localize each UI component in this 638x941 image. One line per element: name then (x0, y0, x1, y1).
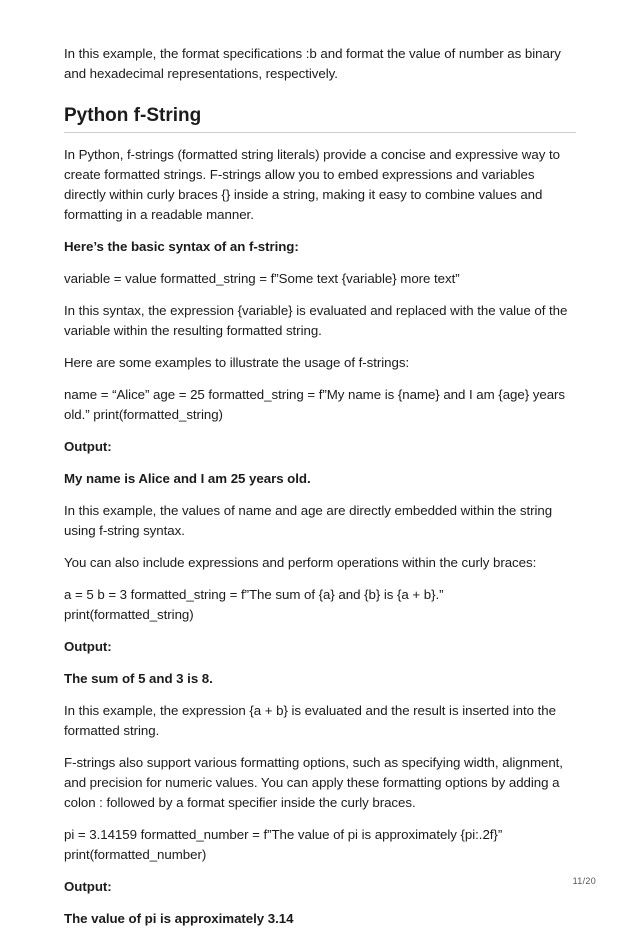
syntax-code-paragraph: variable = value formatted_string = f”Some text {variable} more text” (64, 271, 460, 286)
syntax-explanation-paragraph: In this syntax, the expression {variable} is evaluated and replaced with the value of the variable within the resulting formatted string. (64, 303, 568, 338)
example-1-output-label: Output: (64, 439, 112, 454)
page-number: 11/20 (572, 876, 596, 886)
section-heading: Python f-String (64, 105, 202, 126)
example-3-output-value: The value of pi is approximately 3.14 (64, 911, 294, 926)
expressions-intro-paragraph: You can also include expressions and perform operations within the curly braces: (64, 555, 537, 570)
document-page (64, 44, 576, 941)
heading-divider (64, 132, 576, 133)
example-1-output-value: My name is Alice and I am 25 years old. (64, 471, 311, 486)
example-2-explanation-paragraph: In this example, the expression {a + b} is evaluated and the result is inserted into the formatted string. (64, 703, 556, 738)
fstring-description-paragraph: In Python, f-strings (formatted string literals) provide a concise and expressive way to create formatted strings. F-strings allow you to embed expressions and variables directly within curly braces {} inside a string, making it easy to combine values and formatting in a readable manner. (64, 147, 560, 222)
example-2-code-paragraph: a = 5 b = 3 formatted_string = f”The sum of {a} and {b} is {a + b}.” print(formatted_string) (64, 587, 444, 622)
example-2-output-label: Output: (64, 639, 112, 654)
example-3-output-label: Output: (64, 879, 112, 894)
examples-intro-paragraph: Here are some examples to illustrate the usage of f-strings: (64, 355, 410, 370)
intro-paragraph: In this example, the format specifications :b and format the value of number as binary and hexadecimal representations, respectively. (64, 46, 561, 81)
syntax-heading: Here’s the basic syntax of an f-string: (64, 239, 299, 254)
example-1-code-paragraph: name = “Alice” age = 25 formatted_string = f”My name is {name} and I am {age} years old.” print(formatted_string) (64, 387, 566, 422)
example-1-explanation-paragraph: In this example, the values of name and age are directly embedded within the string using f-string syntax. (64, 503, 553, 538)
formatting-options-paragraph: F-strings also support various formatting options, such as specifying width, alignment, and precision for numeric values. You can apply these formatting options by adding a colon : followed by a format specifier inside the curly braces. (64, 755, 563, 810)
example-3-code-paragraph: pi = 3.14159 formatted_number = f”The value of pi is approximately {pi:.2f}” print(formatted_number) (64, 827, 503, 862)
example-2-output-value: The sum of 5 and 3 is 8. (64, 671, 213, 686)
